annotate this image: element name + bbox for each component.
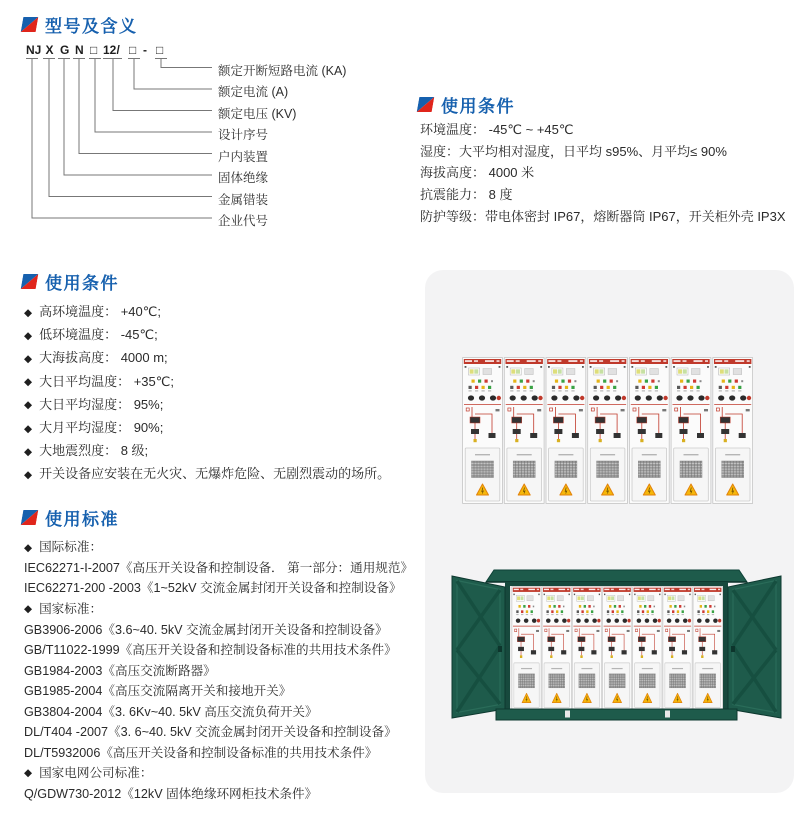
diamond-bullet: ◆: [24, 541, 33, 554]
model-label: 金属错装: [218, 192, 269, 207]
condition-item: ◆ 大日平均温度： +35℃;: [24, 371, 390, 394]
diamond-bullet: ◆: [24, 306, 33, 319]
model-code-part: □: [129, 43, 137, 57]
condition-line: 抗震能力： 8 度: [420, 187, 513, 203]
section-header-conditions-right: [418, 94, 515, 114]
standard-line: GB1984-2003《高压交流断路器》: [24, 663, 216, 678]
model-code-part: -: [143, 43, 147, 57]
condition-item: ◆ 大地震烈度： 8 级;: [24, 440, 390, 463]
model-label: 设计序号: [218, 128, 269, 142]
standard-line: GB3804-2004《3. 6Kv~40. 5kV 高压交流负荷开关》: [24, 704, 318, 719]
section-marker-icon: [21, 510, 39, 525]
diamond-bullet: ◆: [24, 329, 33, 342]
model-code-part: N: [75, 43, 84, 57]
model-code-part: G: [60, 43, 70, 57]
diamond-bullet: ◆: [24, 468, 33, 481]
standard-line: DL/T5932006《高压开关设备和控制设备标准的共用技术条件》: [24, 745, 378, 760]
model-code-part: X: [45, 43, 54, 57]
enclosure-left-door: [452, 576, 510, 718]
condition-line: 湿度：大平均相对湿度，日平均 s95%、月平均≤ 90%: [420, 143, 727, 159]
condition-line: 海拔高度： 4000 米: [420, 165, 535, 181]
condition-item: ◆ 开关设备应安装在无火灾、无爆炸危险、无剧烈震动的场所。: [24, 463, 390, 486]
section-header-conditions-left: [22, 271, 119, 291]
section-title: 使用条件: [441, 96, 515, 116]
diamond-bullet: ◆: [24, 767, 33, 780]
diamond-bullet: ◆: [24, 399, 33, 412]
model-label: 额定电流 (A): [218, 85, 289, 99]
standard-line: GB1985-2004《高压交流隔离开关和接地开关》: [24, 684, 292, 699]
enclosure-right-door: [723, 576, 781, 718]
standard-line: IEC62271-200 -2003《1~52kV 交流金属封闭开关设备和控制设备》: [24, 581, 402, 596]
standard-category: ◆ 国家标准：: [24, 599, 413, 620]
standard-line: GB3906-2006《3.6~40. 5kV 交流金属封闭开关设备和控制设备》: [24, 622, 388, 637]
product-photo-switchgear-row: [462, 356, 754, 505]
product-photo-enclosure: [449, 566, 786, 728]
model-code-part: /: [116, 43, 120, 57]
model-code-part: 12: [103, 43, 117, 57]
conditions-right-list: [420, 119, 786, 228]
condition-item: ◆ 大日平均湿度： 95%;: [24, 394, 390, 417]
section-header-standards: [22, 507, 119, 527]
condition-item: ◆ 高环境温度： +40℃;: [24, 301, 390, 324]
enclosure-cabinets: [512, 587, 722, 710]
model-code-part: NJ: [26, 43, 42, 57]
condition-item: ◆ 大海拔高度： 4000 m;: [24, 347, 390, 370]
model-label: 额定开断短路电流 (KA): [218, 63, 347, 78]
diamond-bullet: ◆: [24, 603, 33, 616]
standards-list: [24, 537, 413, 804]
standard-line: DL/T404 -2007《3. 6~40. 5kV 交流金属封闭开关设备和控制设备》: [24, 725, 397, 740]
diamond-bullet: ◆: [24, 445, 33, 458]
diamond-bullet: ◆: [24, 352, 33, 365]
diamond-bullet: ◆: [24, 376, 33, 389]
section-title: 使用标准: [45, 509, 119, 529]
standard-category: ◆ 国家电网公司标准：: [24, 763, 413, 784]
model-label: 企业代号: [218, 214, 269, 228]
model-diagram-lines: [0, 0, 430, 235]
section-title: 型号及含义: [45, 16, 138, 36]
condition-item: ◆ 低环境温度： -45℃;: [24, 324, 390, 347]
model-label: 户内装置: [218, 149, 269, 164]
condition-line: 环境温度： -45℃ ~ +45℃: [420, 122, 574, 137]
condition-line: 防护等级：带电体密封 IP67，熔断器筒 IP67，开关柜外壳 IP3X: [420, 208, 786, 224]
condition-item: ◆ 大月平均湿度： 90%;: [24, 417, 390, 440]
model-label: 固体绝缘: [218, 171, 269, 185]
model-code-part: □: [90, 43, 98, 57]
section-marker-icon: [21, 274, 39, 289]
conditions-left-list: [24, 301, 390, 487]
section-title: 使用条件: [45, 273, 119, 293]
standard-line: IEC62271-I-2007《高压开关设备和控制设备． 第一部分：通用规范》: [24, 560, 414, 575]
model-label: 额定电压 (KV): [218, 106, 297, 121]
diamond-bullet: ◆: [24, 422, 33, 435]
section-marker-icon: [417, 97, 435, 112]
model-code-part: □: [156, 43, 164, 57]
standard-line: Q/GDW730-2012《12kV 固体绝缘环网柜技术条件》: [24, 786, 318, 801]
standard-category: ◆ 国际标准：: [24, 537, 413, 558]
standard-line: GB/T11022-1999《高压开关设备和控制设备标准的共用技术条件》: [24, 643, 397, 658]
